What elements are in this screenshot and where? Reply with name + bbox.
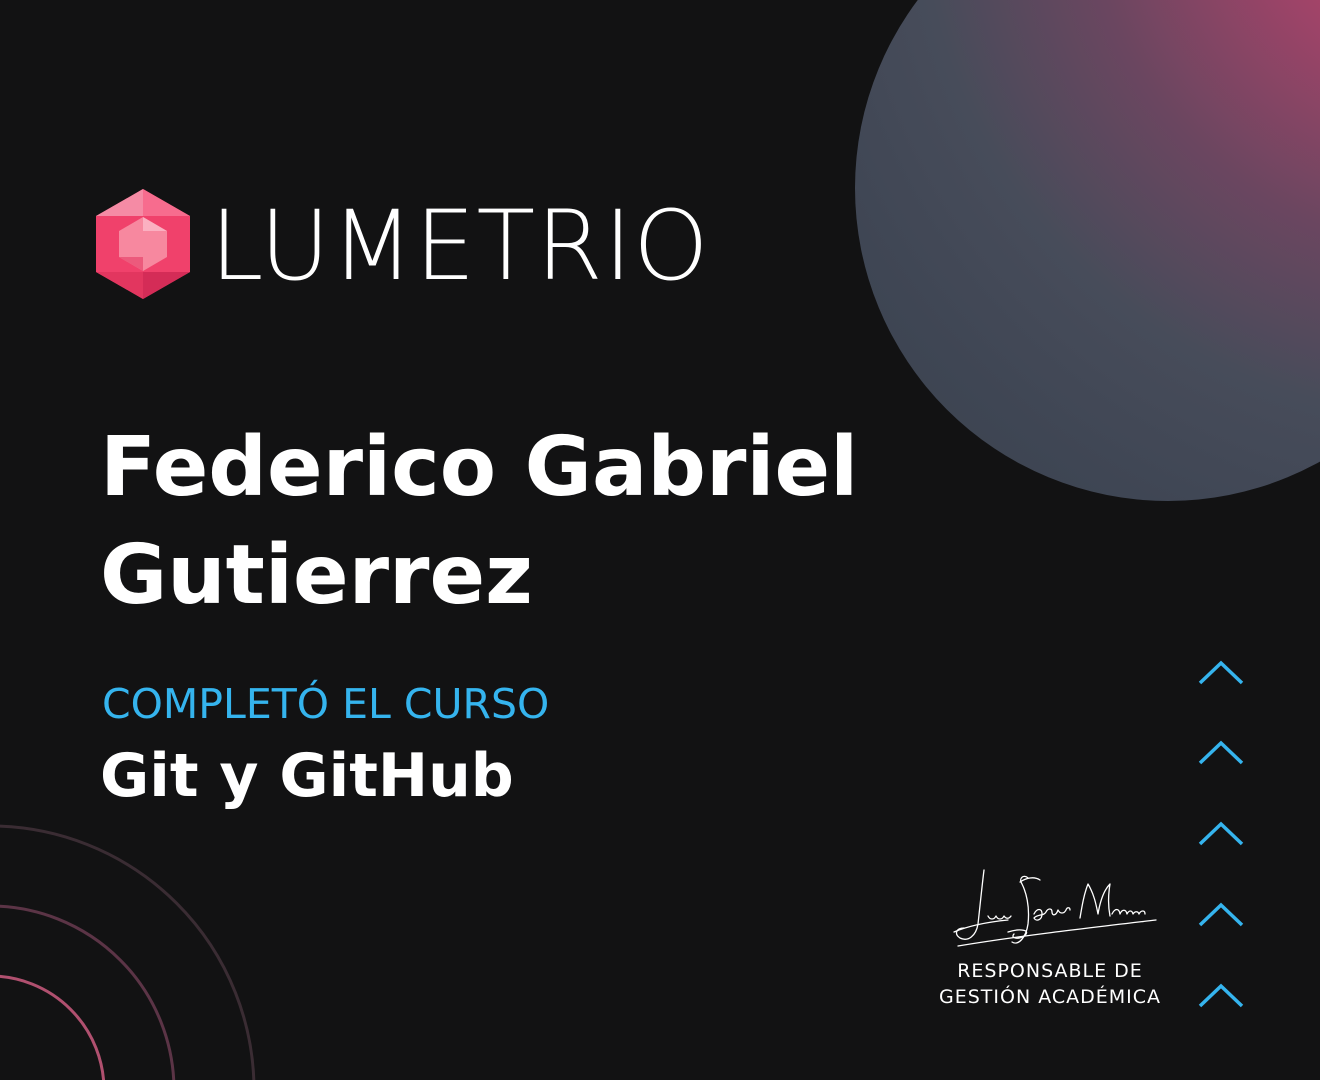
chevron-up-icon (1196, 979, 1246, 1009)
ring-middle (0, 906, 174, 1080)
recipient-name-line-1: Federico Gabriel (100, 420, 859, 515)
chevron-up-icon (1196, 736, 1246, 766)
recipient-name (100, 414, 1000, 630)
chevron-up-icon (1196, 898, 1246, 928)
brand-wordmark: LUMETRIO (210, 189, 710, 302)
concentric-rings-decoration (0, 800, 260, 1080)
course-title: Git y GitHub (100, 741, 514, 811)
handwritten-signature (948, 866, 1160, 950)
signatory-title-line-2: GESTIÓN ACADÉMICA (938, 986, 1162, 1008)
hexagon-gem-icon (94, 187, 192, 301)
brand-logo (94, 186, 710, 301)
ring-inner (0, 976, 104, 1080)
chevron-column (1196, 656, 1246, 1016)
signatory-title (920, 958, 1180, 1010)
completion-label: COMPLETÓ EL CURSO (102, 680, 550, 728)
ring-outer (0, 826, 254, 1080)
signatory-title-line-1: RESPONSABLE DE (957, 960, 1143, 982)
chevron-up-icon (1196, 656, 1246, 686)
chevron-up-icon (1196, 817, 1246, 847)
recipient-name-line-2: Gutierrez (100, 528, 533, 623)
